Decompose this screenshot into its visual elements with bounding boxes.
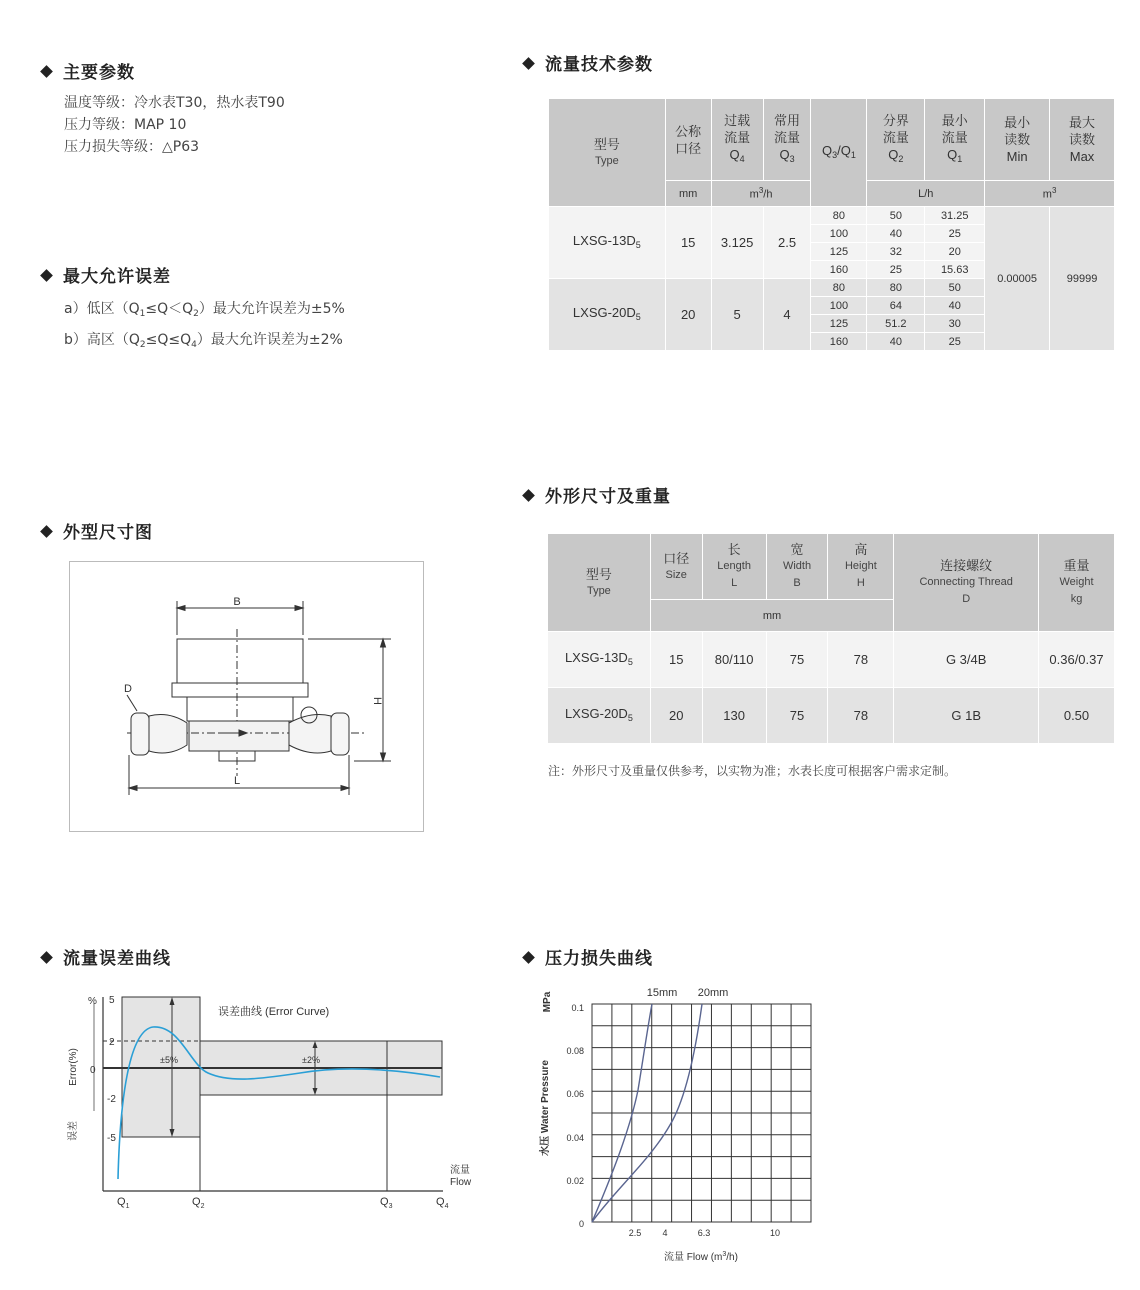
y-tick: 5 xyxy=(109,995,115,1006)
th-q3: 常用 流量 $Q_3$ xyxy=(763,99,811,181)
th-min: 最小 读数 Min xyxy=(985,99,1050,181)
series-label-20mm: 20mm xyxy=(697,987,729,999)
y-tick: -5 xyxy=(107,1133,116,1144)
x-tick: 2.5 xyxy=(628,1228,642,1238)
th-type: 型号 Type xyxy=(548,534,651,632)
y-label-cn: 误差 xyxy=(68,1121,79,1141)
row2-ratio: 160 xyxy=(811,333,867,351)
dim-drawing-title: 外型尺寸图 xyxy=(42,518,153,543)
row1-ratio: 80 xyxy=(811,207,867,225)
x-label-cn: 流量 xyxy=(450,1165,470,1176)
th-width: 宽 Width B xyxy=(766,534,828,600)
row1-thread: G 3/4B xyxy=(894,632,1039,688)
diamond-bullet-icon xyxy=(522,57,535,70)
y-tick: 0.1 xyxy=(571,1003,584,1013)
row1-ratio: 160 xyxy=(811,261,867,279)
row1-ratio: 125 xyxy=(811,243,867,261)
th-thread: 连接螺纹 Connecting Thread D xyxy=(894,534,1039,632)
curve-label: 误差曲线 (Error Curve) xyxy=(218,1006,330,1018)
row2-q1: 30 xyxy=(925,315,985,333)
x-tick-q3: $Q_3$ xyxy=(380,1196,393,1210)
row1-q3: 2.5 xyxy=(763,207,811,279)
dim-weight-title: 外形尺寸及重量 xyxy=(524,482,671,507)
error-curve-chart xyxy=(60,985,490,1217)
row1-q4: 3.125 xyxy=(711,207,763,279)
unit-m3: $m^3$ xyxy=(985,181,1115,207)
row2-thread: G 1B xyxy=(894,688,1039,744)
row1-type: LXSG-$13D_5$ xyxy=(549,207,666,279)
unit-m3h: $m^3/h$ xyxy=(711,181,811,207)
row2-q2: 64 xyxy=(867,297,925,315)
y-tick: 0.08 xyxy=(566,1046,584,1056)
x-tick-q2: $Q_2$ xyxy=(192,1196,205,1210)
band-low-label: ±5% xyxy=(160,1055,178,1065)
temperature-class: 温度等级：冷水表T30，热水表T90 xyxy=(64,95,285,111)
row1-width: 75 xyxy=(766,632,828,688)
x-tick: 4 xyxy=(662,1228,668,1238)
row2-q2: 40 xyxy=(867,333,925,351)
row2-type: LXSG-$20D_5$ xyxy=(549,279,666,351)
row2-q2: 51.2 xyxy=(867,315,925,333)
th-size: 口径 Size xyxy=(650,534,702,600)
th-q4: 过载 流量 $Q_4$ xyxy=(711,99,763,181)
series-label-15mm: 15mm xyxy=(646,987,678,999)
diamond-bullet-icon xyxy=(40,269,53,282)
pressure-curve-title: 压力损失曲线 xyxy=(524,944,653,969)
y-tick: 2 xyxy=(109,1037,115,1048)
x-tick: 10 xyxy=(769,1228,781,1238)
y-tick: 0 xyxy=(90,1065,96,1076)
y-tick: 0.04 xyxy=(566,1133,584,1143)
row2-dn: 20 xyxy=(665,279,711,351)
x-tick-q1: $Q_1$ xyxy=(117,1196,130,1210)
th-max: 最大 读数 Max xyxy=(1050,99,1115,181)
pressure-loss-class: 压力损失等级：△P63 xyxy=(64,139,200,155)
y-label: 水压 Water Pressure xyxy=(540,1060,551,1156)
row1-ratio: 100 xyxy=(811,225,867,243)
y-unit: MPa xyxy=(542,991,553,1013)
row1-size: 15 xyxy=(650,632,702,688)
max-error-title: 最大允许误差 xyxy=(42,262,171,287)
row2-length: 130 xyxy=(702,688,766,744)
low-zone-error: a）低区$(Q_1\le Q<Q_2)$最大允许误差为±5% xyxy=(64,301,345,319)
th-dn: 公称 口径 xyxy=(665,99,711,181)
th-length: 长 Length L xyxy=(702,534,766,600)
high-zone-error: b）高区$(Q_2\le Q\le Q_4)$最大允许误差为±2% xyxy=(64,332,343,350)
row1-q2: 50 xyxy=(867,207,925,225)
row2-type: LXSG-$20D_5$ xyxy=(548,688,651,744)
pressure-class: 压力等级：MAP 10 xyxy=(64,117,187,133)
flow-params-title: 流量技术参数 xyxy=(524,50,653,75)
label-d: D xyxy=(124,683,132,695)
unit-lh: L/h xyxy=(867,181,985,207)
row1-type: LXSG-$13D_5$ xyxy=(548,632,651,688)
th-ratio: $Q_3/Q_1$ xyxy=(811,99,867,207)
label-h: H xyxy=(371,697,383,705)
row2-ratio: 80 xyxy=(811,279,867,297)
max-reading: 99999 xyxy=(1050,207,1115,351)
th-height: 高 Height H xyxy=(828,534,894,600)
label-b: B xyxy=(233,596,241,608)
row1-q1: 15.63 xyxy=(925,261,985,279)
row1-q2: 32 xyxy=(867,243,925,261)
th-q1: 最小 流量 $Q_1$ xyxy=(925,99,985,181)
row2-q3: 4 xyxy=(763,279,811,351)
th-q2: 分界 流量 $Q_2$ xyxy=(867,99,925,181)
row2-weight: 0.50 xyxy=(1039,688,1115,744)
y-tick: -2 xyxy=(107,1094,116,1105)
table-row xyxy=(548,632,1115,688)
x-tick: 6.3 xyxy=(697,1228,711,1238)
row2-size: 20 xyxy=(650,688,702,744)
y-tick: 0 xyxy=(578,1219,584,1229)
dim-weight-table xyxy=(547,533,1115,744)
y-tick: 0.02 xyxy=(566,1176,584,1186)
pressure-loss-chart xyxy=(530,980,830,1270)
main-params-title: 主要参数 xyxy=(42,58,135,83)
row2-q1: 25 xyxy=(925,333,985,351)
th-type: 型号 Type xyxy=(549,99,666,207)
x-label-en: Flow xyxy=(450,1177,472,1188)
x-tick-q4: $Q_4$ xyxy=(436,1196,449,1210)
row1-q2: 40 xyxy=(867,225,925,243)
row2-q2: 80 xyxy=(867,279,925,297)
row1-height: 78 xyxy=(828,632,894,688)
water-meter-drawing xyxy=(69,561,425,833)
row2-width: 75 xyxy=(766,688,828,744)
unit-mm: mm xyxy=(665,181,711,207)
y-unit: % xyxy=(88,996,97,1007)
max-error-list xyxy=(64,296,345,358)
row1-weight: 0.36/0.37 xyxy=(1039,632,1115,688)
row2-q1: 50 xyxy=(925,279,985,297)
diamond-bullet-icon xyxy=(522,489,535,502)
y-tick: 0.06 xyxy=(566,1089,584,1099)
row2-q1: 40 xyxy=(925,297,985,315)
y-label-en: Error(%) xyxy=(68,1048,79,1086)
row2-ratio: 100 xyxy=(811,297,867,315)
row2-ratio: 125 xyxy=(811,315,867,333)
dim-note: 注：外形尺寸及重量仅供参考，以实物为准；水表长度可根据客户需求定制。 xyxy=(548,764,957,778)
main-params-list xyxy=(64,92,285,158)
error-curve-title: 流量误差曲线 xyxy=(42,944,171,969)
unit-mm: mm xyxy=(650,600,894,632)
row2-q4: 5 xyxy=(711,279,763,351)
row1-length: 80/110 xyxy=(702,632,766,688)
row1-q1: 31.25 xyxy=(925,207,985,225)
row1-q2: 25 xyxy=(867,261,925,279)
band-high-label: ±2% xyxy=(302,1055,320,1065)
diamond-bullet-icon xyxy=(40,65,53,78)
row1-dn: 15 xyxy=(665,207,711,279)
diamond-bullet-icon xyxy=(40,525,53,538)
flow-params-table xyxy=(548,98,1115,351)
x-label: 流量 Flow $(m^3/h)$ xyxy=(664,1251,738,1263)
table-row xyxy=(548,688,1115,744)
row1-q1: 20 xyxy=(925,243,985,261)
diamond-bullet-icon xyxy=(40,951,53,964)
label-l: L xyxy=(233,775,241,787)
row2-height: 78 xyxy=(828,688,894,744)
min-reading: 0.00005 xyxy=(985,207,1050,351)
row1-q1: 25 xyxy=(925,225,985,243)
diamond-bullet-icon xyxy=(522,951,535,964)
th-weight: 重量 Weight kg xyxy=(1039,534,1115,632)
